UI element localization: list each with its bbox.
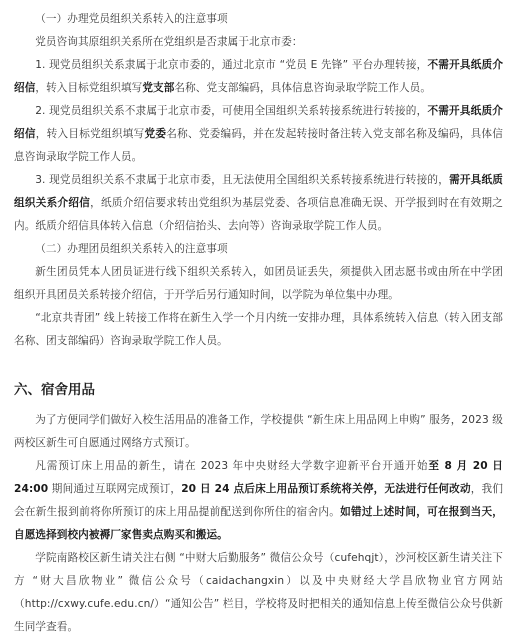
- dorm-item-1: 为了方便同学们做好入校生活用品的准备工作，学校提供 “新生床上用品网上申购” 服务，2023 级两校区新生可自愿通过网络方式预订。: [14, 414, 503, 449]
- party-item-2: 2. 现党员组织关系不隶属于北京市委，可使用全国组织关系转接系统进行转接的，不需开具纸质介绍信，转入目标党组织填写党委名称、党委编码，并在发起转接时备注转入党支部名称及编码，具体信息咨询录取学院工作人员。: [14, 105, 504, 163]
- party-item-1: 1. 现党员组织关系隶属于北京市委的，通过北京市 “党员 E 先锋” 平台办理转接，不需开具纸质介绍信，转入目标党组织填写党支部名称、党支部编码，具体信息咨询录取学院工作人员。: [14, 59, 504, 94]
- league-item-1: 新生团员凭本人团员证进行线下组织关系转入，如团员证丢失，须提供入团志愿书或由所在中学团组织开具团员关系转接介绍信，于开学后另行通知时间，以学院为单位集中办理。: [14, 266, 503, 301]
- party-item-3: 3. 现党员组织关系不隶属于北京市委，且无法使用全国组织关系转接系统进行转接的，需开具纸质组织关系介绍信，纸质介绍信要求转出党组织为基层党委、各项信息准确无误、开学报到时在有效期之内。纸质介绍信具体转入信息（介绍信抬头、去向等）咨询录取学院工作人员。: [14, 174, 503, 232]
- emphasis-text: 至 8 月 20 日 24:00: [14, 460, 503, 495]
- league-item-2: “北京共青团” 线上转接工作将在新生入学一个月内统一安排办理，具体系统转入信息（转入团支部名称、团支部编码）咨询录取学院工作人员。: [14, 312, 503, 347]
- party-intro: 党员咨询其原组织关系所在党组织是否隶属于北京市委：: [35, 36, 303, 48]
- emphasis-text: 党支部: [142, 82, 175, 94]
- emphasis-text: 不需开具纸质介绍信: [14, 105, 503, 140]
- emphasis-text: 需开具纸质组织关系介绍信: [14, 174, 503, 209]
- party-section-heading: （一）办理党员组织关系转入的注意事项: [35, 13, 228, 25]
- emphasis-text: 如错过上述时间，可在报到当天，自愿选择到校内被褥厂家售卖点购买和搬运。: [14, 506, 504, 541]
- emphasis-text: 20 日 24 点后床上用品预订系统将关停，无法进行任何改动: [181, 483, 471, 495]
- league-section-heading: （二）办理团员组织关系转入的注意事项: [35, 243, 228, 255]
- dorm-section-title: 六、宿舍用品: [14, 382, 95, 398]
- dorm-item-3: 学院南路校区新生请关注右侧 “中财大后勤服务” 微信公众号（cufehqjt），沙河校区新生请关注下方 “财大昌欣物业” 微信公众号（caidachangxin）以及中央财经大学昌欣物业官方网站（http://cxwy.cufe.edu.cn/）“通知公告” 栏目，学校将及时把相关的通知信息上传至微信公众号供新生同学查看。: [14, 552, 503, 633]
- emphasis-text: 党委: [144, 128, 167, 140]
- emphasis-text: 不需开具纸质介绍信: [14, 59, 504, 94]
- dorm-item-2: 凡需预订床上用品的新生，请在 2023 年中央财经大学数字迎新平台开通开始至 8 月 20 日 24:00 期间通过互联网完成预订，20 日 24 点后床上用品预订系统将关停，无法进行任何改动，我们会在新生报到前将你所预订的床上用品提前配送到你所住的宿舍内。如错过上述时间，可在报到当天，自愿选择到校内被褥厂家售卖点购买和搬运。: [14, 460, 504, 541]
